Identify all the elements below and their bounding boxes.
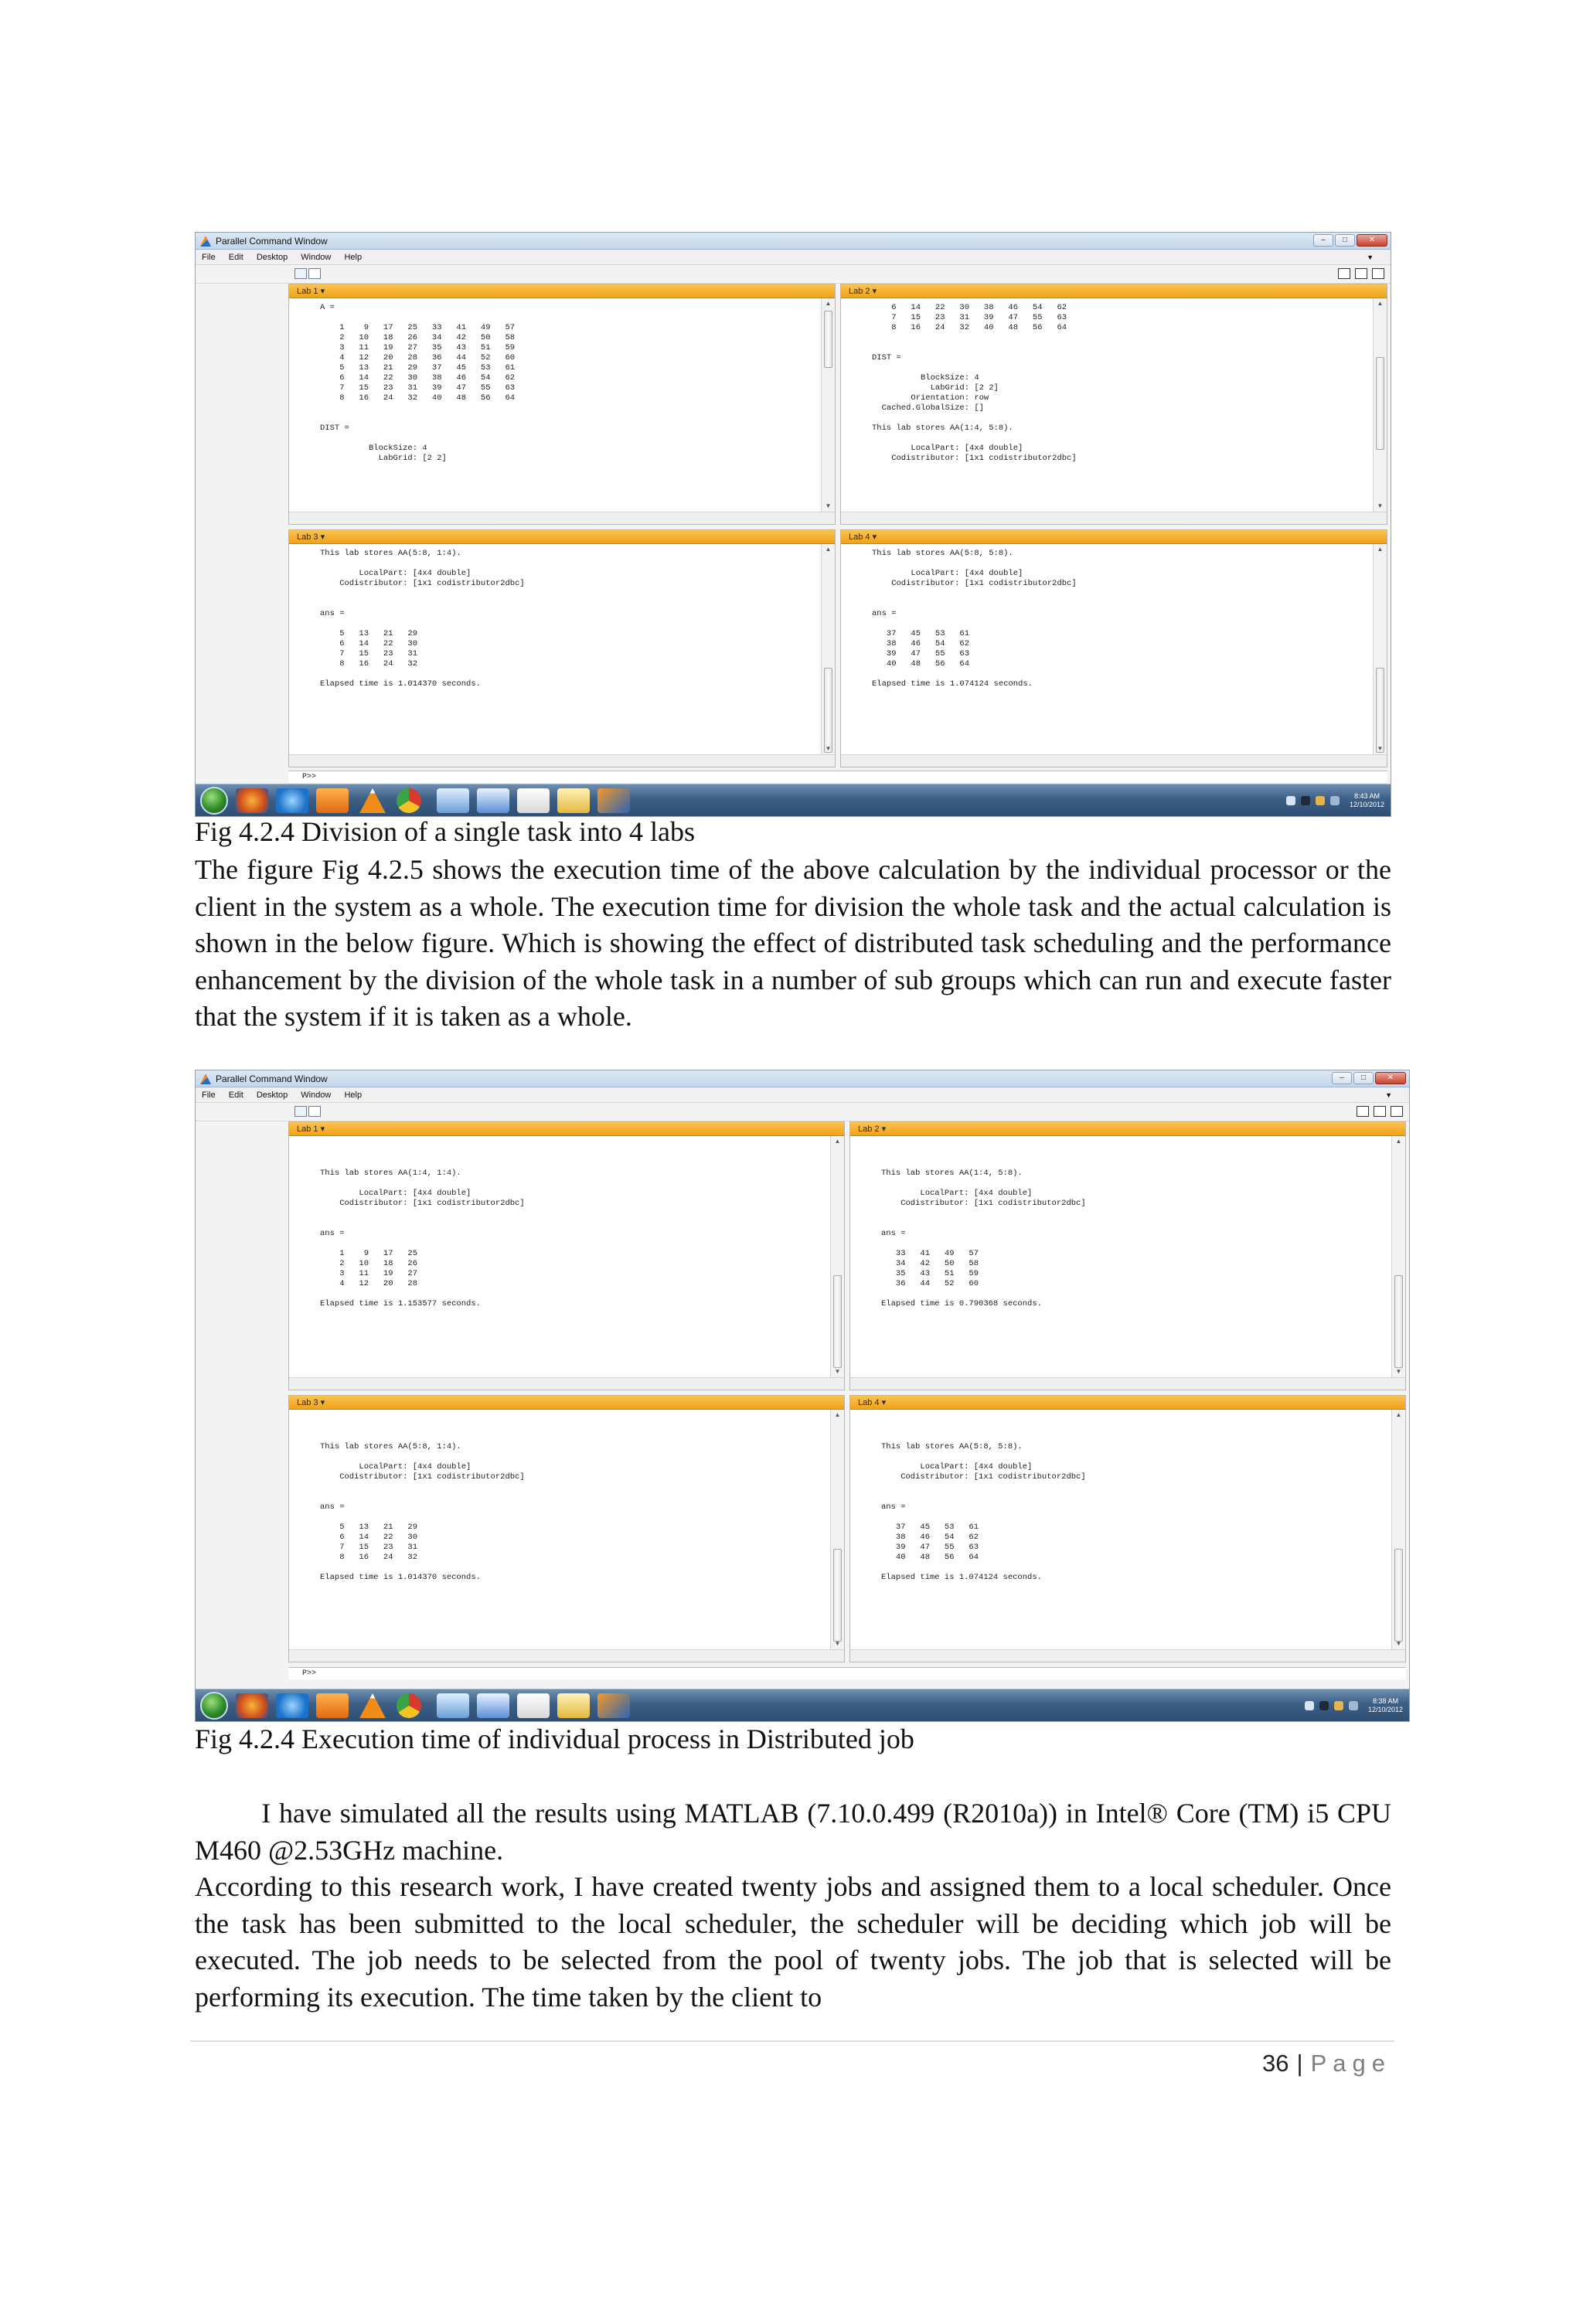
scroll-thumb[interactable] — [1376, 668, 1384, 753]
menu-bar — [196, 250, 1391, 265]
scroll-up-icon[interactable]: ▲ — [1395, 1138, 1402, 1145]
explorer-icon[interactable] — [557, 1693, 590, 1718]
pdf-icon[interactable] — [517, 1693, 550, 1718]
firefox-icon[interactable] — [236, 1693, 268, 1718]
tile-layout-icon[interactable] — [1357, 1106, 1369, 1117]
toolbar — [196, 265, 1391, 284]
workspace-icon[interactable] — [294, 1106, 307, 1117]
scroll-thumb[interactable] — [1394, 1275, 1403, 1368]
menu-file[interactable]: File — [202, 1091, 216, 1100]
menu-edit[interactable]: Edit — [228, 253, 243, 262]
lab-panel-4[interactable] — [849, 1395, 1406, 1662]
page-number: 36 — [1262, 2050, 1289, 2077]
close-button[interactable]: ✕ — [1357, 234, 1387, 247]
menu-help[interactable]: Help — [344, 253, 363, 262]
horizontal-scrollbar[interactable] — [289, 754, 835, 767]
maximize-button[interactable]: □ — [1353, 1072, 1374, 1084]
figure-caption-1: Fig 4.2.4 Division of a single task into 4 labs — [195, 816, 695, 847]
menu-bar — [196, 1087, 1409, 1103]
new-document-icon[interactable] — [308, 268, 321, 279]
page-footer — [1262, 2048, 1391, 2079]
vlc-icon[interactable] — [356, 1693, 389, 1718]
page-separator: | — [1296, 2050, 1303, 2077]
maximize-button[interactable]: □ — [1335, 234, 1355, 247]
scroll-down-icon[interactable]: ▼ — [1395, 1640, 1402, 1647]
lab-panel-3[interactable] — [288, 1395, 845, 1662]
lab-title[interactable]: Lab 4 ▾ — [850, 1396, 1405, 1410]
firefox-icon[interactable] — [236, 788, 268, 813]
scroll-thumb[interactable] — [833, 1275, 842, 1368]
chrome-icon[interactable] — [397, 1693, 421, 1718]
menu-edit[interactable]: Edit — [228, 1091, 243, 1100]
lab-output: This lab stores AA(1:4, 5:8). LocalPart: [4x4 double] Codistributor: [1x1 codistributor2dbc] ans = 33 41 49 57 34 42 50 58 35 43 51 59 36 44 52 60 Elapsed time is 0.790368 seconds. — [881, 1169, 1086, 1308]
system-tray — [1286, 789, 1384, 812]
scroll-down-icon[interactable]: ▼ — [1395, 1368, 1402, 1375]
horizontal-scrollbar[interactable] — [850, 1649, 1405, 1662]
scroll-up-icon[interactable]: ▲ — [1395, 1411, 1402, 1418]
lab-title[interactable]: Lab 1 ▾ — [289, 284, 835, 298]
command-prompt[interactable]: P>> — [288, 1667, 1406, 1679]
lab-panel-1[interactable] — [288, 1121, 845, 1390]
lab-title[interactable]: Lab 1 ▾ — [289, 1122, 844, 1136]
matlab-icon — [200, 236, 211, 247]
lab-grid — [288, 284, 1387, 767]
vertical-scrollbar[interactable] — [830, 1410, 844, 1649]
clock-time: 8:43 AM — [1353, 792, 1380, 800]
lab-grid — [288, 1121, 1406, 1662]
command-prompt[interactable]: P>> — [288, 771, 1387, 783]
horizontal-scrollbar[interactable] — [289, 512, 835, 524]
lab-title[interactable]: Lab 4 ▾ — [841, 530, 1387, 544]
lab-output: This lab stores AA(5:8, 1:4). LocalPart: [4x4 double] Codistributor: [1x1 codistributor2dbc] ans = 5 13 21 29 6 14 22 30 7 15 23 31 8 16 24 32 Elapsed time is 1.014370 seconds. — [320, 549, 525, 689]
tray-app-icon[interactable] — [1301, 796, 1310, 805]
screenshot-parallel-command-window-1 — [195, 232, 1391, 817]
body-paragraph-3: According to this research work, I have created twenty jobs and assigned them to a local scheduler. Once the task has been submitted to the local scheduler, the scheduler will be deciding which job will be executed. The job needs to be selected from the pool of twenty jobs. The job that is selected will be performing its execution. The time taken by the client to — [195, 1871, 1391, 2013]
menu-overflow-icon[interactable]: ▼ — [1385, 1091, 1392, 1099]
figure-caption-2: Fig 4.2.4 Execution time of individual process in Distributed job — [195, 1723, 914, 1754]
scroll-down-icon[interactable]: ▼ — [1377, 502, 1384, 509]
lab-panel-1[interactable] — [288, 284, 836, 525]
menu-desktop[interactable]: Desktop — [256, 253, 288, 262]
matlab-icon — [200, 1074, 211, 1084]
word-icon[interactable] — [477, 788, 509, 813]
lab-output: This lab stores AA(1:4, 1:4). LocalPart: [4x4 double] Codistributor: [1x1 codistributor2dbc] ans = 1 9 17 25 2 10 18 26 3 11 19 27 4 12 20 28 Elapsed time is 1.153577 seconds. — [320, 1169, 525, 1308]
tray-arrow-icon[interactable] — [1305, 1701, 1314, 1710]
lab-title[interactable]: Lab 3 ▾ — [289, 530, 835, 544]
menu-desktop[interactable]: Desktop — [256, 1091, 288, 1100]
scroll-up-icon[interactable]: ▲ — [1377, 300, 1384, 307]
clock-date: 12/10/2012 — [1367, 1706, 1403, 1713]
scroll-down-icon[interactable]: ▼ — [834, 1368, 841, 1375]
menu-file[interactable]: File — [202, 253, 216, 262]
tray-arrow-icon[interactable] — [1286, 796, 1295, 805]
clock-date: 12/10/2012 — [1349, 801, 1384, 808]
tile-layout-icon[interactable] — [1338, 268, 1350, 279]
lab-output: 6 14 22 30 38 46 54 62 7 15 23 31 39 47 55 63 8 16 24 32 40 48 56 64 DIST = BlockSize: 4 LabGrid: [2 2] Orientation: row Cached.GlobalSize: [] This lab stores AA(1:4, 5:8). LocalPart: [4x4 double] Codistributor: [1x1 codistributor2dbc] — [872, 303, 1077, 463]
window-title: Parallel Command Window — [216, 236, 328, 247]
chrome-icon[interactable] — [397, 788, 421, 813]
scroll-down-icon[interactable]: ▼ — [834, 1640, 841, 1647]
lab-panel-4[interactable] — [840, 529, 1387, 767]
new-document-icon[interactable] — [308, 1106, 321, 1117]
matlab-icon[interactable] — [597, 788, 630, 813]
horizontal-scrollbar[interactable] — [289, 1649, 844, 1662]
start-orb-icon[interactable] — [200, 1692, 228, 1720]
vertical-scrollbar[interactable] — [821, 544, 835, 754]
minimize-button[interactable]: – — [1332, 1072, 1352, 1084]
volume-icon[interactable] — [1349, 1701, 1358, 1710]
pdf-icon[interactable] — [517, 788, 550, 813]
lab-output: This lab stores AA(5:8, 5:8). LocalPart: [4x4 double] Codistributor: [1x1 codistributor2dbc] ans = 37 45 53 61 38 46 54 62 39 47 55 63 40 48 56 64 Elapsed time is 1.074124 seconds. — [881, 1442, 1086, 1582]
vertical-scrollbar[interactable] — [1391, 1410, 1405, 1649]
vertical-scrollbar[interactable] — [830, 1136, 844, 1377]
scroll-thumb[interactable] — [824, 311, 832, 368]
clock-time: 8:38 AM — [1372, 1697, 1398, 1705]
toolbar — [196, 1103, 1409, 1121]
body-paragraph-1: The figure Fig 4.2.5 shows the execution time of the above calculation by the individual processor or the client in the system as a whole. The execution time for division the whole task and the actual calculation is shown in the below figure. Which is showing the effect of distributed task scheduling and the performance enhancement by the division of the whole task in a number of sub groups which can run and execute faster that the system if it is taken as a whole. — [195, 854, 1391, 1032]
vlc-icon[interactable] — [356, 788, 389, 813]
ie-icon[interactable] — [276, 1693, 308, 1718]
workspace-icon[interactable] — [294, 268, 307, 279]
screenshot-parallel-command-window-2 — [195, 1070, 1410, 1722]
scroll-down-icon[interactable]: ▼ — [825, 745, 832, 752]
window-title-bar — [196, 1070, 1409, 1087]
window-title-bar — [196, 233, 1391, 250]
volume-icon[interactable] — [1330, 796, 1340, 805]
close-button[interactable]: ✕ — [1375, 1072, 1406, 1084]
minimize-button[interactable]: – — [1313, 234, 1333, 247]
media-icon[interactable] — [316, 1693, 349, 1718]
lab-title[interactable]: Lab 2 ▾ — [850, 1122, 1405, 1136]
scroll-up-icon[interactable]: ▲ — [1377, 546, 1384, 553]
single-layout-icon[interactable] — [1391, 1106, 1403, 1117]
menu-overflow-icon[interactable]: ▼ — [1367, 253, 1374, 261]
menu-window[interactable]: Window — [301, 1091, 332, 1100]
start-orb-icon[interactable] — [200, 787, 228, 815]
single-layout-icon[interactable] — [1372, 268, 1384, 279]
tray-app-icon[interactable] — [1319, 1701, 1329, 1710]
lab-output: This lab stores AA(5:8, 5:8). LocalPart: [4x4 double] Codistributor: [1x1 codistributor2dbc] ans = 37 45 53 61 38 46 54 62 39 47 55 63 40 48 56 64 Elapsed time is 1.074124 seconds. — [872, 549, 1077, 689]
lab-output: A = 1 9 17 25 33 41 49 57 2 10 18 26 34 42 50 58 3 11 19 27 35 43 51 59 4 12 20 28 36 44 52 60 5 13 21 29 37 45 53 61 6 14 22 30 38 46 54 62 7 15 23 31 39 47 55 63 8 16 24 32 40 48 56 64 DIST = BlockSize: 4 LabGrid: [2 2] — [320, 303, 516, 463]
vertical-scrollbar[interactable] — [1391, 1136, 1405, 1377]
network-icon[interactable] — [1334, 1701, 1343, 1710]
vertical-scrollbar[interactable] — [821, 298, 835, 512]
vertical-scrollbar[interactable] — [1373, 544, 1387, 754]
lab-panel-2[interactable] — [849, 1121, 1406, 1390]
matlab-icon[interactable] — [597, 1693, 630, 1718]
window-title: Parallel Command Window — [216, 1074, 328, 1084]
lab-title[interactable]: Lab 2 ▾ — [841, 284, 1387, 298]
scroll-thumb[interactable] — [833, 1549, 842, 1642]
system-tray — [1305, 1694, 1403, 1717]
body-paragraph-2: I have simulated all the results using MATLAB (7.10.0.499 (R2010a)) in Intel® Core (TM) i5 CPU M460 @2.53GHz machine. — [195, 1798, 1399, 1866]
footer-rule — [190, 2040, 1394, 2042]
scroll-up-icon[interactable]: ▲ — [825, 546, 832, 553]
horizontal-scrollbar[interactable] — [841, 512, 1387, 524]
vertical-scrollbar[interactable] — [1373, 298, 1387, 512]
scroll-thumb[interactable] — [824, 668, 832, 753]
scroll-up-icon[interactable]: ▲ — [834, 1411, 841, 1418]
menu-help[interactable]: Help — [344, 1091, 363, 1100]
lab-title[interactable]: Lab 3 ▾ — [289, 1396, 844, 1410]
media-icon[interactable] — [316, 788, 349, 813]
horizontal-scrollbar[interactable] — [850, 1377, 1405, 1390]
page-word: Page — [1310, 2050, 1391, 2077]
ie-icon[interactable] — [276, 788, 308, 813]
taskbar-clock[interactable] — [1350, 792, 1384, 809]
folder-icon[interactable] — [437, 1693, 469, 1718]
explorer-icon[interactable] — [557, 788, 590, 813]
windows-taskbar — [196, 784, 1391, 816]
horizontal-scrollbar[interactable] — [289, 1377, 844, 1390]
lab-panel-3[interactable] — [288, 529, 836, 767]
scroll-down-icon[interactable]: ▼ — [825, 502, 832, 509]
folder-icon[interactable] — [437, 788, 469, 813]
scroll-up-icon[interactable]: ▲ — [834, 1138, 841, 1145]
taskbar-clock[interactable] — [1368, 1697, 1403, 1714]
lab-panel-2[interactable] — [840, 284, 1387, 525]
network-icon[interactable] — [1316, 796, 1325, 805]
lab-output: This lab stores AA(5:8, 1:4). LocalPart: [4x4 double] Codistributor: [1x1 codistributor2dbc] ans = 5 13 21 29 6 14 22 30 7 15 23 31 8 16 24 32 Elapsed time is 1.014370 seconds. — [320, 1442, 525, 1582]
windows-taskbar — [196, 1689, 1409, 1721]
horizontal-scrollbar[interactable] — [841, 754, 1387, 767]
menu-window[interactable]: Window — [301, 253, 332, 262]
scroll-thumb[interactable] — [1394, 1549, 1403, 1642]
float-layout-icon[interactable] — [1355, 268, 1367, 279]
float-layout-icon[interactable] — [1374, 1106, 1386, 1117]
scroll-thumb[interactable] — [1376, 357, 1384, 450]
scroll-up-icon[interactable]: ▲ — [825, 300, 832, 307]
scroll-down-icon[interactable]: ▼ — [1377, 745, 1384, 752]
word-icon[interactable] — [477, 1693, 509, 1718]
